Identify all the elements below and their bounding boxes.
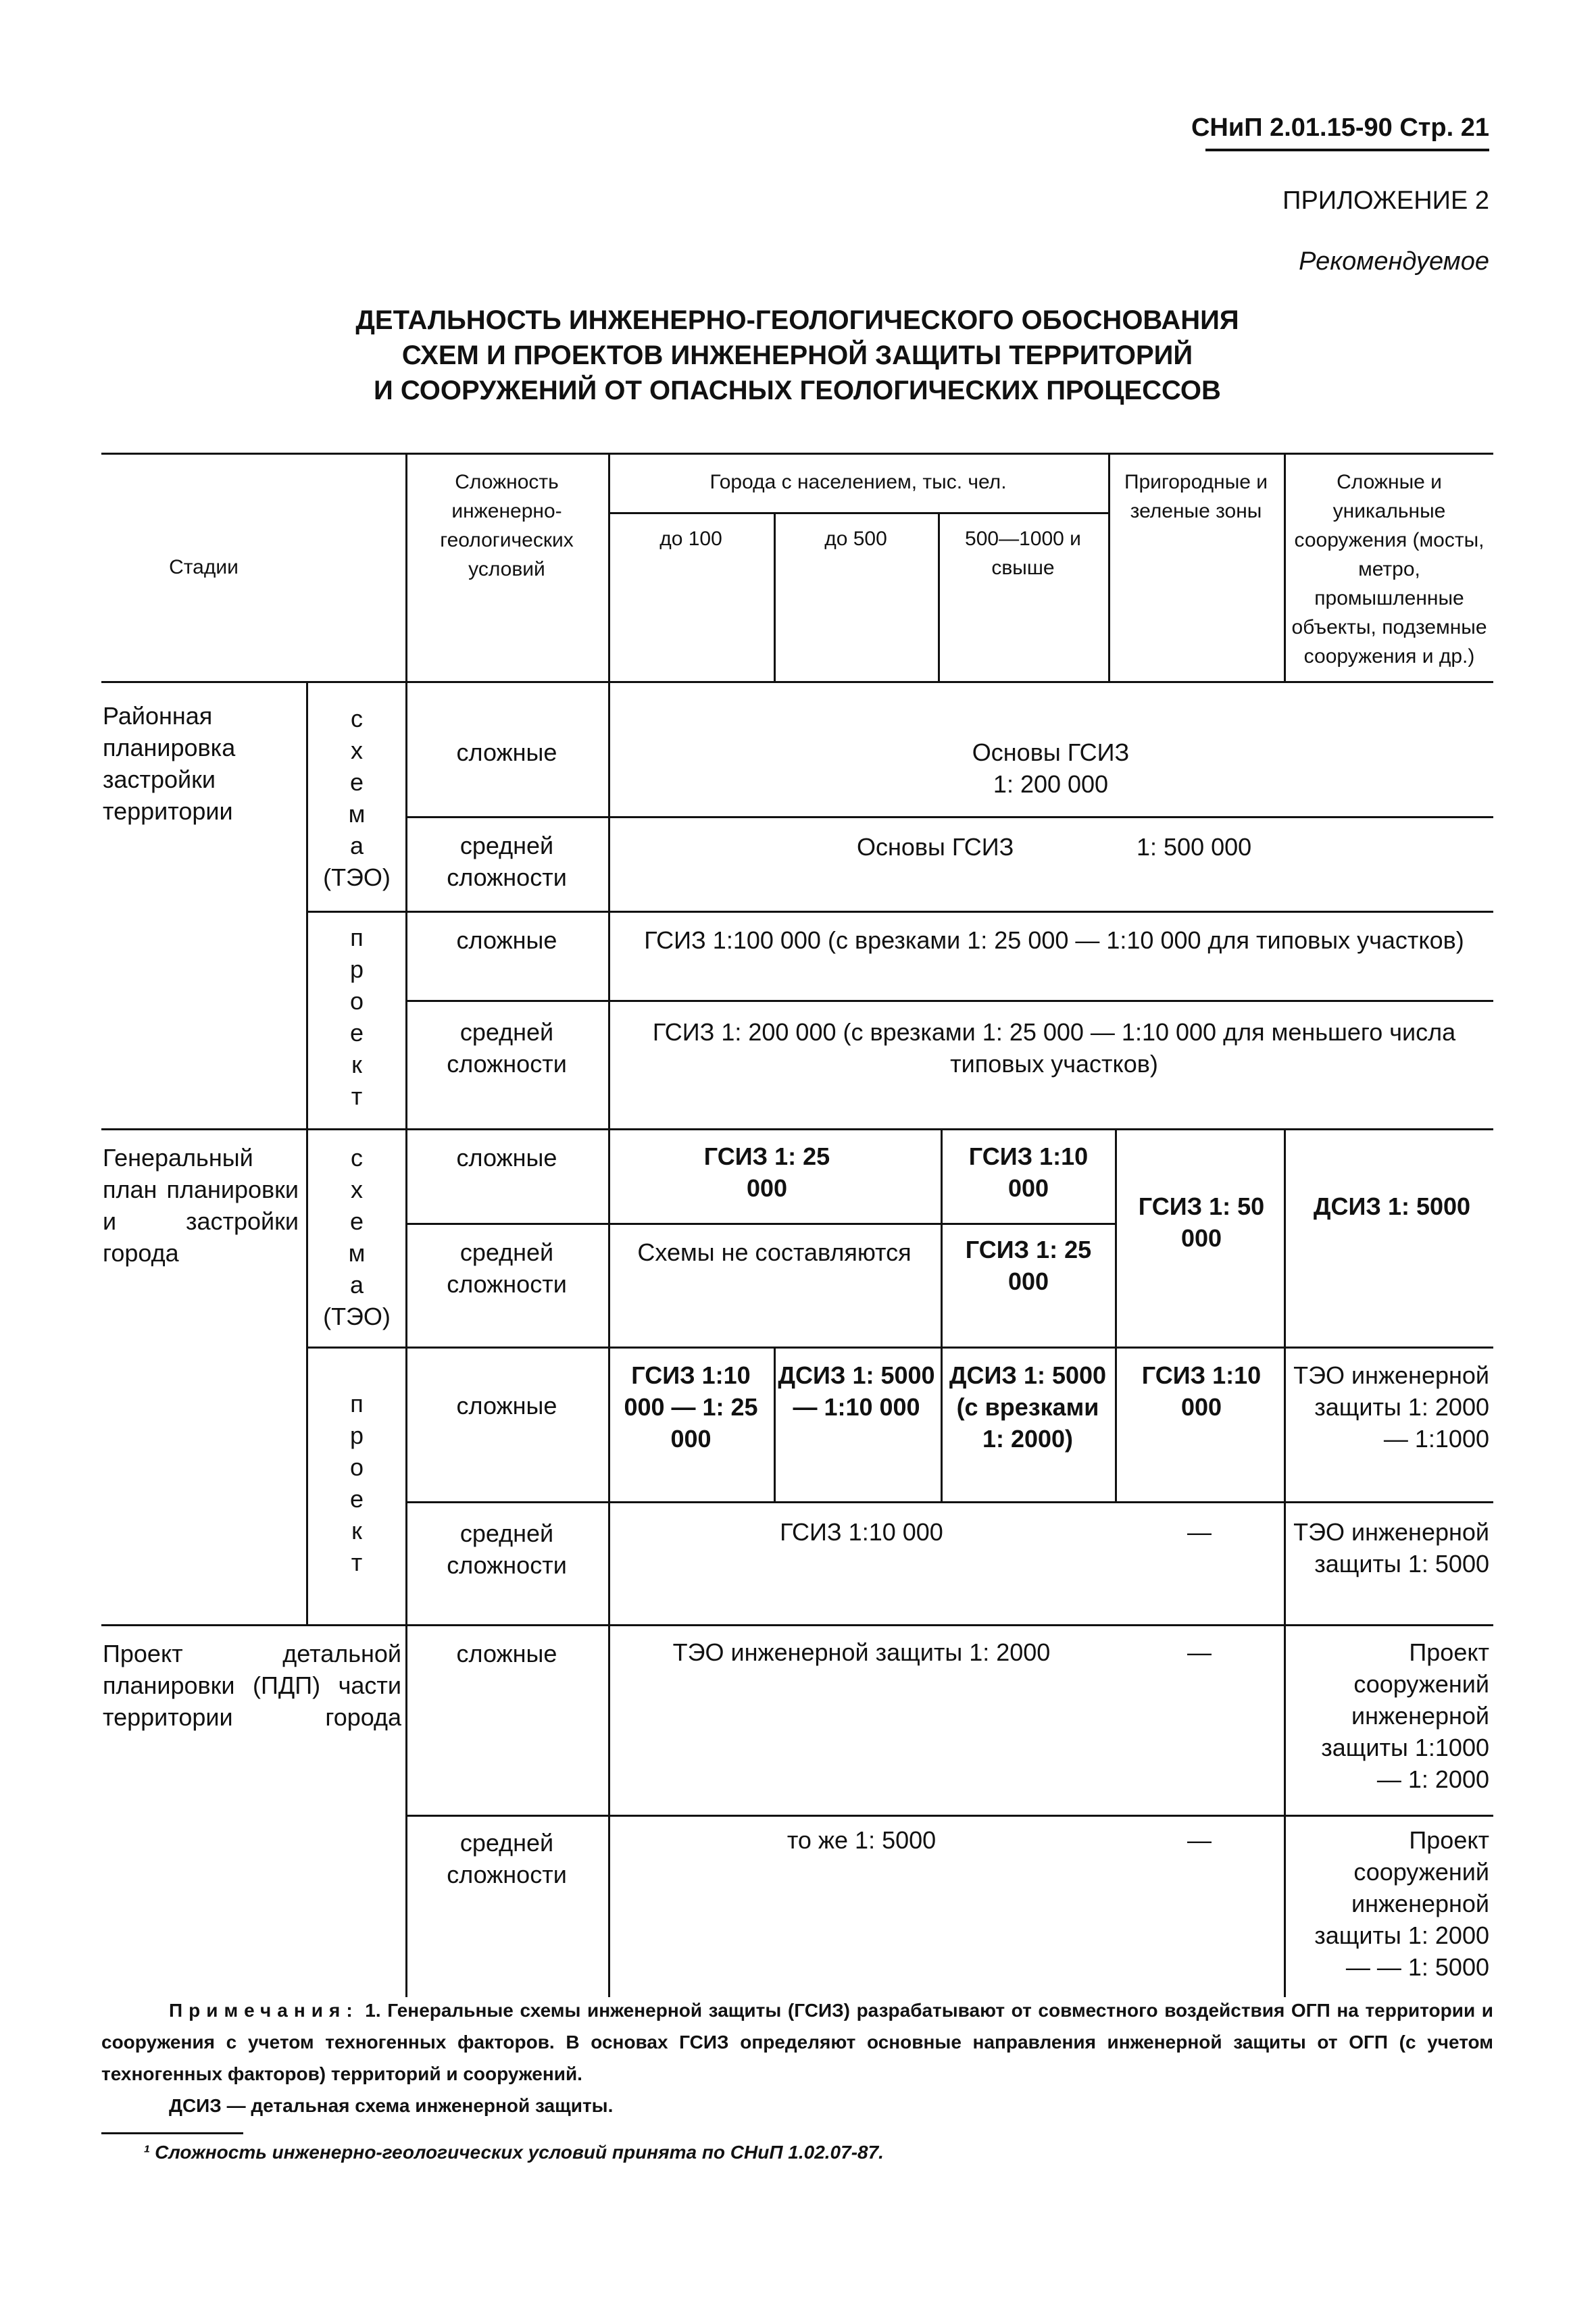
project-letter: р [349, 1422, 364, 1449]
stage-2-scheme-label [308, 1142, 405, 1344]
scheme-letter: е [349, 1207, 364, 1235]
stage-2-scheme-medium-cities: Схемы не составляются [637, 1238, 912, 1266]
scheme-letter: а [349, 1271, 364, 1299]
stage-1-scheme-label [308, 703, 405, 905]
scheme-letter: с [351, 1144, 363, 1172]
stage-2-project-complex-500: ДСИЗ 1: 5000 — 1:10 000 [778, 1361, 935, 1421]
stage-3-medium-structures: Проект сооружений инженерной защиты 1: 2000 — — 1: 5000 [1314, 1826, 1489, 1981]
stage-3-medium-label: средней сложности [447, 1829, 567, 1888]
footnote: ¹ Сложность инженерно-геологических условий принята по СНиП 1.02.07-87. [143, 2142, 884, 2163]
stage-2-scheme-medium-large: ГСИЗ 1: 25 000 [965, 1236, 1092, 1295]
page-title [203, 303, 1392, 408]
stage-1-name: Районная планировка застройки территории [103, 702, 236, 825]
stage-1-project-medium-value: ГСИЗ 1: 200 000 (с врезками 1: 25 000 — 1:10 000 для меньшего числа типовых участков) [652, 1018, 1456, 1078]
project-letter: е [349, 1485, 364, 1513]
scheme-letter: м [348, 800, 366, 828]
stage-2-project-complex-structures: ТЭО инженерной защиты 1: 2000 — 1:1000 [1293, 1361, 1489, 1453]
stage-2-project-medium-cities: ГСИЗ 1:10 000 [780, 1518, 943, 1546]
project-letter: о [349, 1453, 364, 1481]
notes-prefix: Примечания: [169, 2000, 359, 2021]
stage-1-scheme-medium-value: Основы ГСИЗ [857, 833, 1014, 861]
stage-2-scheme-complex-large: ГСИЗ 1:10 000 [968, 1142, 1089, 1202]
header-stages: Стадии [169, 555, 239, 578]
stage-2-project-medium-suburban: — [1187, 1518, 1212, 1546]
stage-3-medium-cities: то же 1: 5000 [787, 1826, 937, 1854]
scheme-letter: х [351, 1176, 363, 1203]
project-letter: к [351, 1517, 362, 1544]
scheme-letter: х [351, 736, 363, 764]
scheme-letter: е [349, 768, 364, 796]
header-pop-500: до 500 [824, 528, 887, 550]
project-letter: к [351, 1051, 362, 1078]
scheme-letter: (ТЭО) [323, 1303, 391, 1330]
stage-1-scheme-complex-label: сложные [456, 738, 557, 766]
stage-3-complex-suburban: — [1187, 1638, 1212, 1666]
header-rule [1205, 149, 1489, 151]
project-letter: е [349, 1019, 364, 1047]
stage-1-project-label [308, 922, 405, 1124]
header-pop-100: до 100 [659, 528, 722, 550]
stage-1-scheme-complex-value [608, 736, 1493, 811]
header-suburban: Пригородные и зеленые зоны [1124, 471, 1268, 522]
project-letter: о [349, 987, 364, 1015]
stage-2-scheme-structures: ДСИЗ 1: 5000 [1313, 1192, 1471, 1220]
stage-2-scheme-suburban: ГСИЗ 1: 50 000 [1138, 1192, 1265, 1252]
header-complex-structures: Сложные и уникальные сооружения (мосты, метро, промышленные объекты, подземные сооружения и др.) [1291, 471, 1487, 668]
title-line-3: И СООРУЖЕНИЙ ОТ ОПАСНЫХ ГЕОЛОГИЧЕСКИХ ПРОЦЕССОВ [374, 376, 1221, 405]
stage-2-project-complex-100: ГСИЗ 1:10 000 — 1: 25 000 [624, 1361, 758, 1453]
scheme-letter: а [349, 832, 364, 859]
stage-3-complex-label: сложные [456, 1640, 557, 1667]
project-letter: р [349, 955, 364, 983]
stage-2-project-complex-suburban: ГСИЗ 1:10 000 [1141, 1361, 1262, 1421]
stage-1-project-complex-label: сложные [456, 926, 557, 954]
title-line-1: ДЕТАЛЬНОСТЬ ИНЖЕНЕРНО-ГЕОЛОГИЧЕСКОГО ОБОСНОВАНИЯ [355, 305, 1239, 335]
stage-2-name: Генеральный план планировки и застройки города [103, 1144, 299, 1267]
stage-2-project-label [308, 1388, 405, 1590]
notes-text-1: 1. Генеральные схемы инженерной защиты (ГСИЗ) разрабатывают от совместного воздействия ОГП на территории и сооружения с учетом техногенных факторов. В основах ГСИЗ определяют основные направления инженерной защиты от ОГП (с учетом техногенных факторов) территорий и сооружений. [101, 2000, 1494, 2084]
value-line: 1: 200 000 [993, 770, 1109, 798]
scheme-letter: (ТЭО) [323, 863, 391, 891]
stage-2-project-complex-large: ДСИЗ 1: 5000 (с врезками 1: 2000) [949, 1361, 1107, 1453]
header-pop-500-1000: 500—1000 и свыше [965, 528, 1081, 579]
stage-2-project-medium-structures: ТЭО инженерной защиты 1: 5000 [1293, 1518, 1489, 1578]
scheme-letter: м [348, 1239, 366, 1267]
stage-1-scheme-medium-scale: 1: 500 000 [1137, 833, 1252, 861]
title-line-2: СХЕМ И ПРОЕКТОВ ИНЖЕНЕРНОЙ ЗАЩИТЫ ТЕРРИТОРИЙ [401, 341, 1193, 370]
project-letter: п [350, 924, 364, 951]
scheme-letter: с [351, 705, 363, 732]
stage-3-complex-cities: ТЭО инженерной защиты 1: 2000 [672, 1638, 1051, 1666]
stage-3-name: Проект детальной планировки (ПДП) части территории города [103, 1640, 401, 1731]
stage-1-scheme-medium-label: средней сложности [447, 832, 567, 891]
doc-reference: СНиП 2.01.15-90 Стр. 21 [1191, 114, 1489, 142]
value-line: Основы ГСИЗ [972, 738, 1130, 766]
stage-2-scheme-medium-label: средней сложности [447, 1238, 567, 1298]
project-letter: т [351, 1549, 363, 1576]
stage-2-scheme-complex-label: сложные [456, 1144, 557, 1172]
stage-3-complex-structures: Проект сооружений инженерной защиты 1:1000 — 1: 2000 [1321, 1638, 1489, 1793]
stage-1-project-complex-value: ГСИЗ 1:100 000 (с врезками 1: 25 000 — 1:10 000 для типовых участков) [644, 926, 1464, 954]
notes-text-2: ДСИЗ — детальная схема инженерной защиты. [169, 2095, 614, 2116]
notes [101, 1994, 1493, 2121]
project-letter: т [351, 1082, 363, 1110]
appendix-label: ПРИЛОЖЕНИЕ 2 [1282, 186, 1489, 215]
stage-2-project-medium-label: средней сложности [447, 1519, 567, 1579]
footnote-rule [101, 2132, 243, 2134]
stage-2-project-complex-label: сложные [456, 1391, 557, 1419]
stage-3-medium-suburban: — [1187, 1826, 1212, 1854]
project-letter: п [350, 1390, 364, 1417]
header-complexity: Сложность инженерно-геологических условий [440, 471, 574, 580]
stage-1-project-medium-label: средней сложности [447, 1018, 567, 1078]
status-label: Рекомендуемое [1299, 247, 1489, 276]
stage-2-scheme-complex-cities: ГСИЗ 1: 25 000 [703, 1142, 830, 1202]
header-cities: Города с населением, тыс. чел. [709, 471, 1007, 493]
